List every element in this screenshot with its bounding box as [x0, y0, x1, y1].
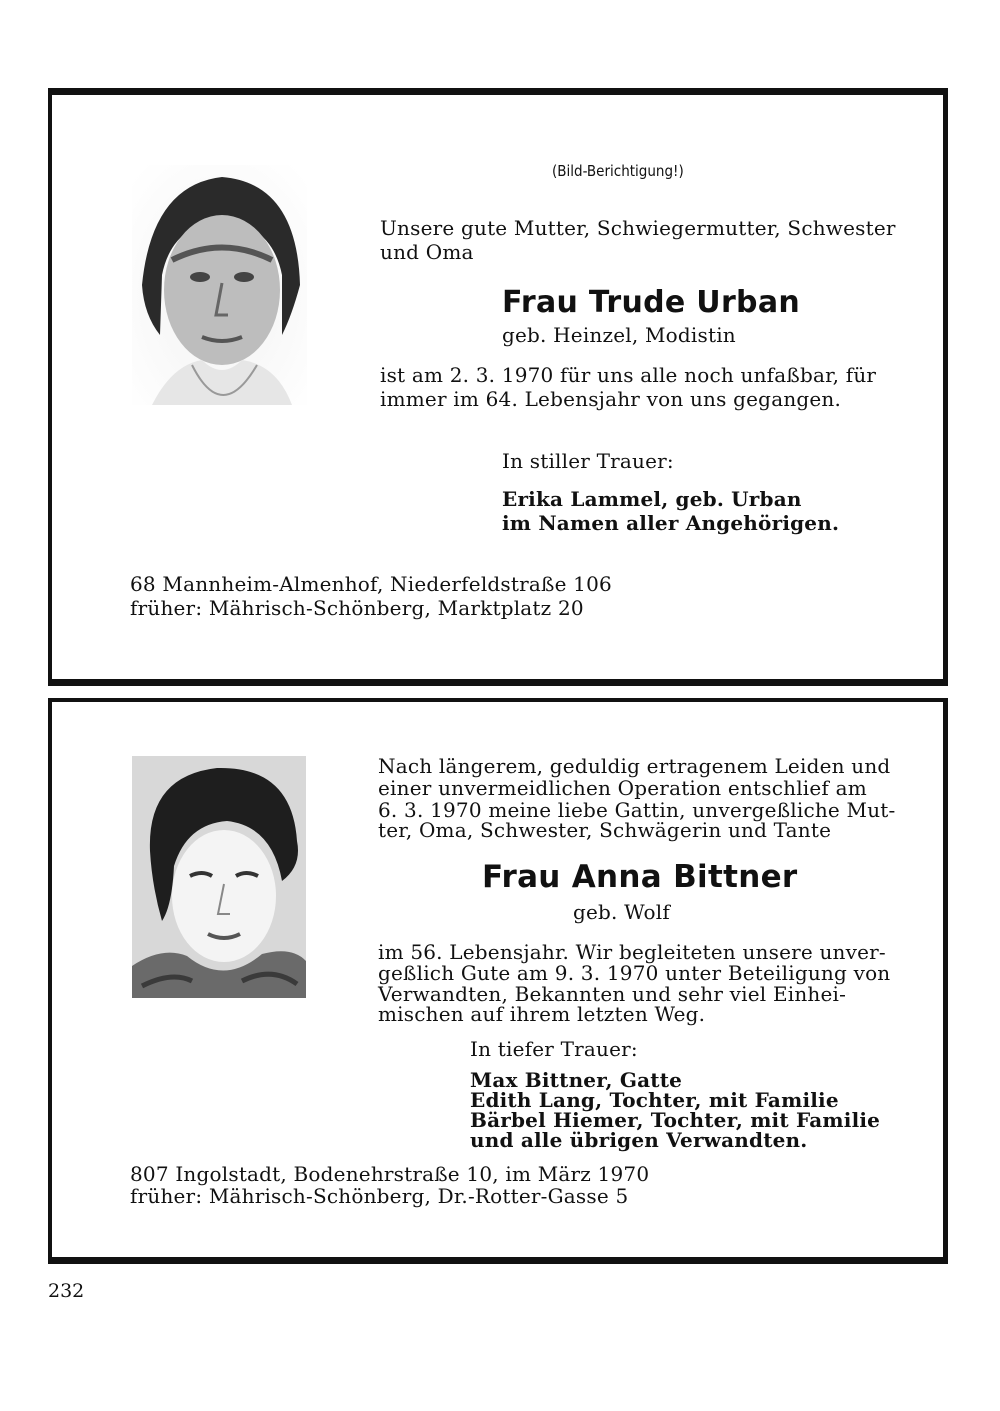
intro-line-2: einer unvermeidlichen Operation entschlief am — [378, 776, 867, 800]
page-number: 232 — [48, 1280, 85, 1302]
intro-line-4: ter, Oma, Schwester, Schwägerin und Tante — [378, 818, 832, 842]
intro-line-1: Nach längerem, geduldig ertragenem Leiden und — [378, 754, 891, 778]
mourner-line-3: Bärbel Hiemer, Tochter, mit Familie — [470, 1108, 881, 1132]
deceased-name: Frau Trude Urban — [502, 285, 801, 320]
picture-correction-note: (Bild-Berichtigung!) — [552, 162, 684, 180]
death-line-1: ist am 2. 3. 1970 für uns alle noch unfaßbar, für — [380, 363, 877, 387]
burial-line-4: mischen auf ihrem letzten Weg. — [378, 1002, 706, 1026]
maiden-name-occupation: geb. Heinzel, Modistin — [502, 323, 736, 347]
burial-line-2: geßlich Gute am 9. 3. 1970 unter Beteiligung von — [378, 961, 891, 985]
death-line-2: immer im 64. Lebensjahr von uns gegangen. — [380, 387, 842, 411]
address-line-1: 68 Mannheim-Almenhof, Niederfeldstraße 106 — [130, 572, 612, 596]
address-line-2: früher: Mährisch-Schönberg, Marktplatz 20 — [130, 596, 584, 620]
deceased-name: Frau Anna Bittner — [482, 859, 798, 895]
burial-line-3: Verwandten, Bekannten und sehr viel Einhei- — [378, 982, 847, 1006]
mourning-label: In tiefer Trauer: — [470, 1037, 638, 1061]
mourning-label: In stiller Trauer: — [502, 449, 674, 473]
obituary-notice-anna-bittner — [48, 698, 948, 1264]
obituary-notice-trude-urban — [48, 88, 948, 686]
burial-line-1: im 56. Lebensjahr. Wir begleiteten unsere unver- — [378, 940, 886, 964]
intro-line-3: 6. 3. 1970 meine liebe Gattin, unvergeßliche Mut- — [378, 798, 896, 822]
intro-line-1: Unsere gute Mutter, Schwiegermutter, Schwester — [380, 216, 896, 240]
mourner-line-2: im Namen aller Angehörigen. — [502, 511, 840, 535]
mourner-line-1: Max Bittner, Gatte — [470, 1068, 683, 1092]
portrait-photo-trude-urban — [132, 165, 307, 405]
address-line-2: früher: Mährisch-Schönberg, Dr.-Rotter-Gasse 5 — [130, 1184, 629, 1208]
address-line-1: 807 Ingolstadt, Bodenehrstraße 10, im März 1970 — [130, 1162, 650, 1186]
intro-line-2: und Oma — [380, 240, 474, 264]
maiden-name: geb. Wolf — [573, 900, 670, 924]
mourner-line-1: Erika Lammel, geb. Urban — [502, 487, 802, 511]
portrait-photo-anna-bittner — [132, 756, 306, 998]
mourner-line-4: und alle übrigen Verwandten. — [470, 1128, 808, 1152]
mourner-line-2: Edith Lang, Tochter, mit Familie — [470, 1088, 839, 1112]
